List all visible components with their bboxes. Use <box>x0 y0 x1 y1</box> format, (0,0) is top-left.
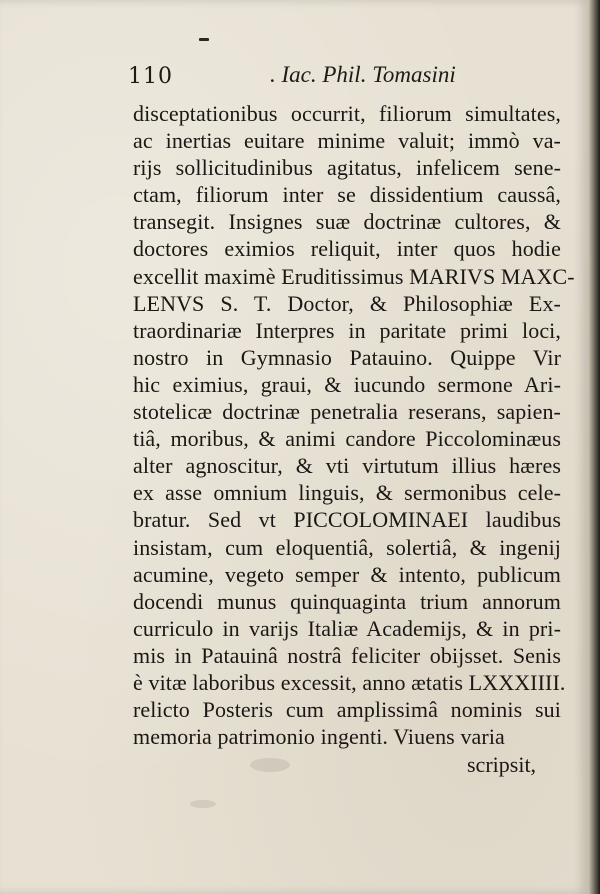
page-edge <box>588 0 600 894</box>
page-header <box>128 58 458 92</box>
body-text <box>133 100 575 750</box>
text-line: rijs sollicitudinibus agitatus, infelicem sene- <box>133 155 561 181</box>
text-line: stotelicæ doctrinæ penetralia reserans, sapien- <box>133 399 561 425</box>
text-line: ac inertias euitare minime valuit; immò va- <box>133 128 561 154</box>
text-line: relicto Posteris cum amplissimâ nominis sui <box>133 697 561 723</box>
text-line: bratur. Sed vt PICCOLOMINAEI laudibus <box>133 507 561 533</box>
catchword: scripsit, <box>467 752 537 777</box>
ink-smudge <box>190 800 216 808</box>
text-line: disceptationibus occurrit, filiorum simultates, <box>133 101 561 126</box>
text-line: LENVS S. T. Doctor, & Philosophiæ Ex- <box>133 290 561 316</box>
text-line: memoria patrimonio ingenti. Viuens varia <box>133 724 505 750</box>
text-line: docendi munus quinquaginta trium annorum <box>133 588 561 614</box>
text-line: traordinariæ Interpres in paritate primi loci, <box>133 317 561 343</box>
text-line: ex asse omnium linguis, & sermonibus cele- <box>133 480 561 506</box>
text-line: curriculo in varijs Italiæ Academijs, & in pri- <box>133 615 561 641</box>
page-number: 110 <box>128 64 173 89</box>
text-line: insistam, cum eloquentiâ, solertiâ, & ingenij <box>133 534 561 560</box>
ink-smudge <box>250 758 290 772</box>
text-line: hic eximius, graui, & iucundo sermone Ari- <box>133 371 561 397</box>
text-line: tiâ, moribus, & animi candore Piccolominæus <box>133 426 561 452</box>
printer-mark <box>199 38 209 41</box>
text-line: transegit. Insignes suæ doctrinæ cultores, & <box>133 209 561 235</box>
text-line: excellit maximè Eruditissimus MARIVS MAXC- <box>133 263 575 289</box>
text-line: acumine, vegeto semper & intento, publicum <box>133 561 561 587</box>
text-line: nostro in Gymnasio Patauino. Quippe Vir <box>133 344 561 370</box>
text-line: è vitæ laboribus excessit, anno ætatis LXXXIIII. <box>133 669 566 695</box>
text-line: ctam, filiorum inter se dissidentium caussâ, <box>133 182 561 208</box>
running-head: . Iac. Phil. Tomasini <box>270 62 456 87</box>
text-line: doctores eximios reliquit, inter quos hodie <box>133 236 561 262</box>
text-line: alter agnoscitur, & vti virtutum illius hæres <box>133 453 561 479</box>
text-line: mis in Patauinâ nostrâ feliciter obijsset. Senis <box>133 642 561 668</box>
